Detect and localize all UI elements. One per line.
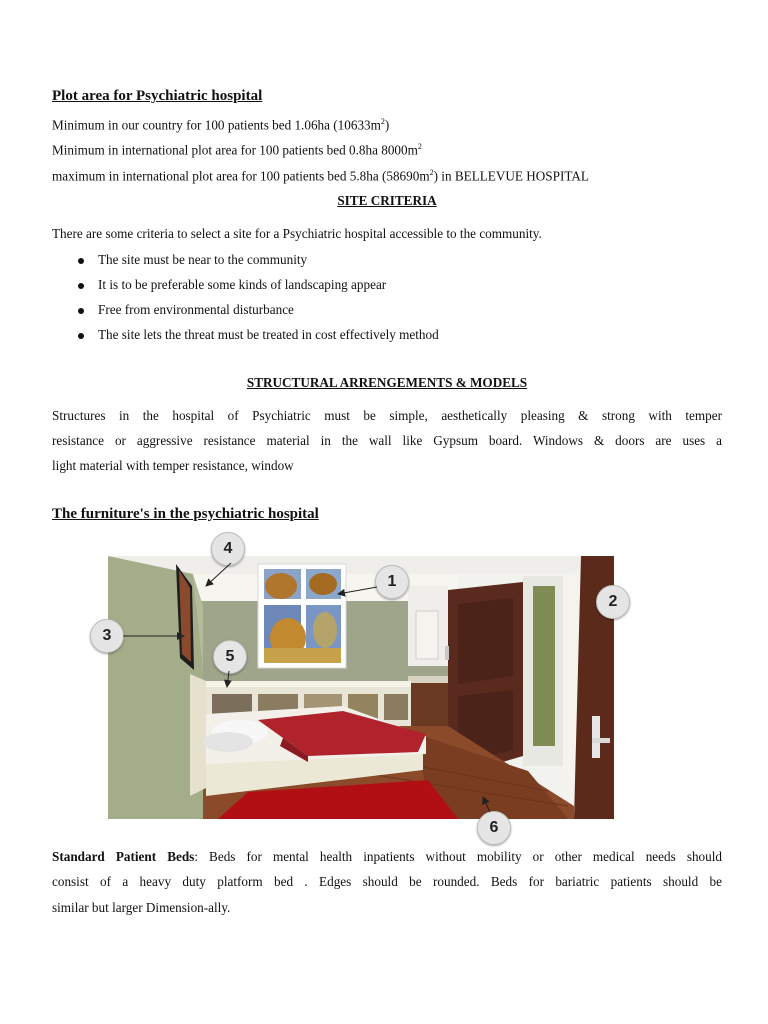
beds-line-1: Standard Patient Beds: Beds for mental health inpatients without mobility or other medical needs should bbox=[52, 849, 722, 864]
callout-5: 5 bbox=[213, 640, 247, 674]
room-illustration bbox=[102, 540, 618, 836]
structural-heading: STRUCTURAL ARRENGEMENTS & MODELS bbox=[246, 375, 528, 390]
callout-6: 6 bbox=[477, 811, 511, 845]
plot-line-maximum-international: maximum in international plot area for 100 patients bed 5.8ha $(58690m^2)$ in BELLEVUE HOSPITAL bbox=[52, 168, 589, 184]
beds-line-2: consist of a heavy duty platform bed . Edges should be rounded. Beds for bariatric patients should be bbox=[52, 874, 722, 889]
callout-4: 4 bbox=[211, 532, 245, 566]
callout-2: 2 bbox=[596, 585, 630, 619]
plot-line-minimum-international: Minimum in international plot area for 100 patients bed 0.8ha $8000m^2$ bbox=[52, 142, 422, 158]
plot-line-minimum-country: Minimum in our country for 100 patients bed 1.06ha $(10633m^2)$ bbox=[52, 117, 390, 133]
bullet-icon bbox=[78, 308, 84, 314]
plot-area-heading: Plot area for Psychiatric hospital bbox=[52, 88, 263, 104]
bullet-icon bbox=[78, 283, 84, 289]
bullet-icon bbox=[78, 258, 84, 264]
callout-3: 3 bbox=[90, 619, 124, 653]
room-illustration-graphic bbox=[108, 556, 614, 819]
callout-1: 1 bbox=[375, 565, 409, 599]
beds-label: Standard Patient Beds bbox=[52, 849, 195, 864]
beds-line-3: similar but larger Dimension-ally. bbox=[52, 900, 231, 915]
site-criteria-intro: There are some criteria to select a site for a Psychiatric hospital accessible to the community. bbox=[52, 226, 542, 241]
bullet-icon bbox=[78, 333, 84, 339]
site-criteria-heading: SITE CRITERIA bbox=[337, 193, 437, 208]
furniture-heading: The furniture's in the psychiatric hospital bbox=[52, 506, 319, 522]
structural-line-1: Structures in the hospital of Psychiatric must be simple, aesthetically pleasing & strong with temper bbox=[52, 408, 722, 423]
structural-line-2: resistance or aggressive resistance material in the wall like Gypsum board. Windows & doors are uses a bbox=[52, 433, 722, 448]
structural-line-3: light material with temper resistance, window bbox=[52, 458, 294, 473]
